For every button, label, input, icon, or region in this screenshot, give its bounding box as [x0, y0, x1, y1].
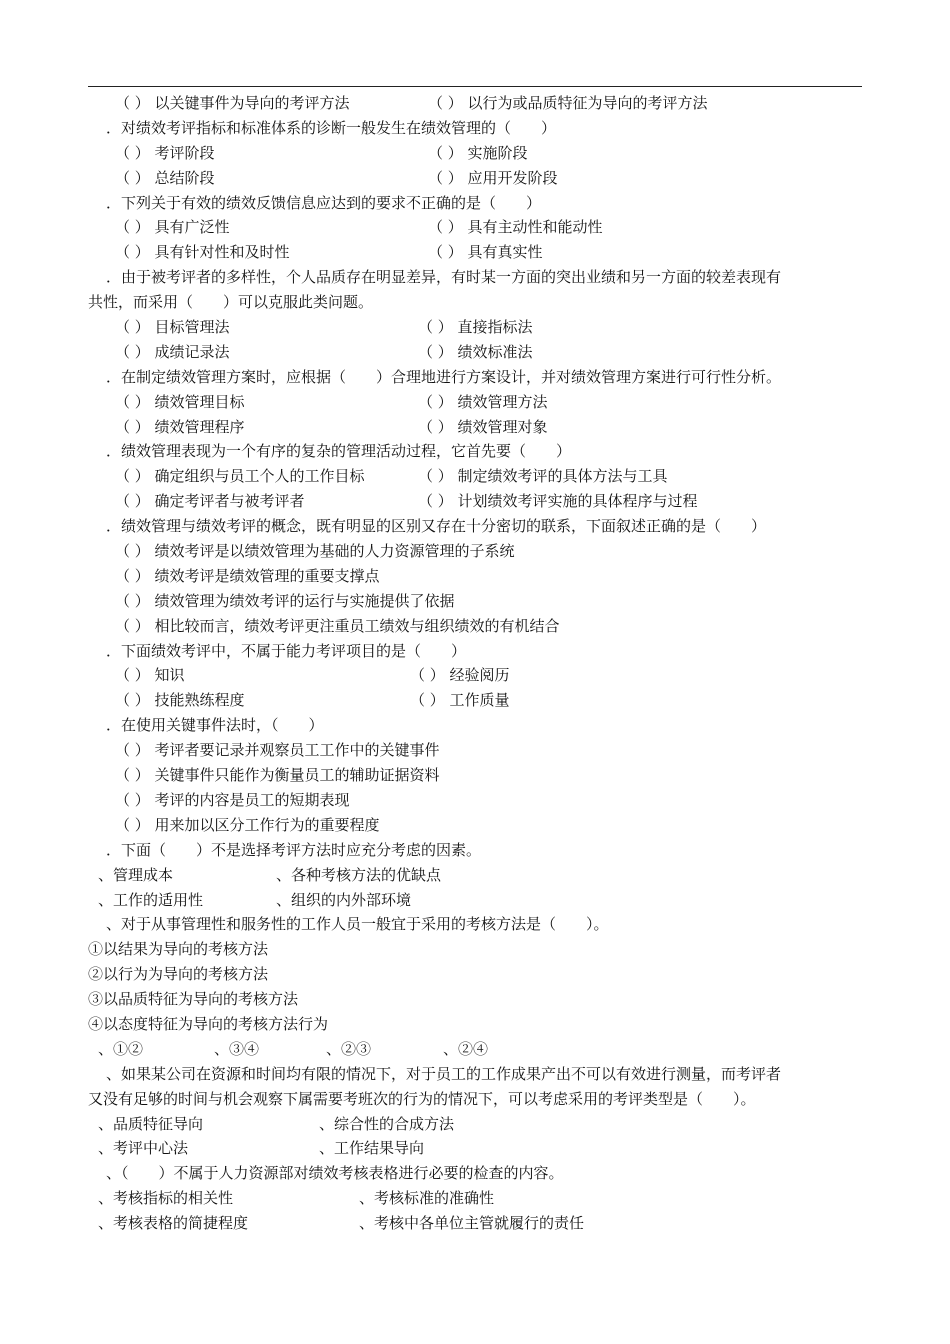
option: 、①② — [98, 1039, 144, 1058]
option-row — [88, 340, 862, 365]
option: 、考核表格的简捷程度 — [98, 1214, 249, 1233]
option: （ ） 总结阶段 — [115, 168, 215, 187]
option-row — [88, 489, 862, 514]
option: 、各种考核方法的优缺点 — [276, 865, 442, 884]
option: （ ） 绩效管理为绩效考评的运行与实施提供了依据 — [115, 591, 455, 610]
question: 、对于从事管理性和服务性的工作人员一般宜于采用的考核方法是（ ）。 — [106, 915, 609, 934]
option: （ ） 绩效标准法 — [418, 342, 533, 361]
option: （ ） 具有针对性和及时性 — [115, 243, 290, 262]
option: （ ） 制定绩效考评的具体方法与工具 — [418, 467, 668, 486]
option: （ ） 直接指标法 — [418, 318, 533, 337]
option: 、组织的内外部环境 — [276, 890, 412, 909]
question-continuation: 共性，而采用（ ）可以克服此类问题。 — [88, 293, 374, 312]
option: （ ） 绩效管理程序 — [115, 417, 245, 436]
option: 、考核中各单位主管就履行的责任 — [359, 1214, 585, 1233]
option: （ ） 计划绩效考评实施的具体程序与过程 — [418, 492, 698, 511]
option: （ ） 实施阶段 — [428, 143, 528, 162]
option-row — [88, 315, 862, 340]
option: （ ） 以关键事件为导向的考评方法 — [115, 94, 350, 112]
option-row — [88, 1186, 862, 1211]
option: （ ） 考评的内容是员工的短期表现 — [115, 790, 350, 809]
question: ．下面（ ）不是选择考评方法时应充分考虑的因素。 — [106, 840, 482, 859]
option-row — [88, 141, 862, 166]
option: （ ） 关键事件只能作为衡量员工的辅助证据资料 — [115, 766, 440, 785]
statement: ④以态度特征为导向的考核方法行为 — [88, 1014, 329, 1033]
option: （ ） 应用开发阶段 — [428, 168, 558, 187]
option-row — [88, 1112, 862, 1137]
option: （ ） 绩效管理目标 — [115, 392, 245, 411]
option-row — [88, 390, 862, 415]
question: 、如果某公司在资源和时间均有限的情况下，对于员工的工作成果产出不可以有效进行测量，而考评者 — [106, 1064, 782, 1083]
option-row — [88, 1037, 862, 1062]
option: （ ） 具有广泛性 — [115, 218, 230, 237]
header-rule — [88, 86, 862, 87]
option: （ ） 绩效管理对象 — [418, 417, 548, 436]
question-continuation: 又没有足够的时间与机会观察下属需要考班次的行为的情况下，可以考虑采用的考评类型是（ ）。 — [88, 1089, 756, 1108]
option: 、管理成本 — [98, 865, 174, 884]
option: 、②④ — [443, 1039, 489, 1058]
statement: ②以行为为导向的考核方法 — [88, 965, 269, 984]
question: ．下面绩效考评中，不属于能力考评项目的是（ ） — [106, 641, 467, 660]
option-row — [88, 1136, 862, 1161]
question: ．绩效管理表现为一个有序的复杂的管理活动过程，它首先要（ ） — [106, 442, 572, 461]
option-row — [88, 863, 862, 888]
option: 、工作结果导向 — [319, 1139, 425, 1158]
option: （ ） 绩效考评是绩效管理的重要支撑点 — [115, 566, 380, 585]
option: 、③④ — [214, 1039, 260, 1058]
option-row — [88, 166, 862, 191]
option-row — [88, 688, 862, 713]
question: ．在使用关键事件法时，（ ） — [106, 716, 324, 735]
option: （ ） 技能熟练程度 — [115, 691, 245, 710]
option: 、工作的适用性 — [98, 890, 204, 909]
option-row — [88, 415, 862, 440]
option-row — [88, 1211, 862, 1236]
option: （ ） 确定组织与员工个人的工作目标 — [115, 467, 365, 486]
option: （ ） 绩效管理方法 — [418, 392, 548, 411]
question: ．在制定绩效管理方案时，应根据（ ）合理地进行方案设计，并对绩效管理方案进行可行性分析。 — [106, 367, 782, 386]
option-row — [88, 888, 862, 913]
option: 、②③ — [326, 1039, 372, 1058]
option-row — [88, 215, 862, 240]
option: （ ） 以行为或品质特征为导向的考评方法 — [428, 94, 708, 112]
exam-content — [88, 91, 862, 1236]
option: （ ） 具有真实性 — [428, 243, 543, 262]
statement: ①以结果为导向的考核方法 — [88, 940, 269, 959]
question: ．绩效管理与绩效考评的概念，既有明显的区别又存在十分密切的联系，下面叙述正确的是（ ） — [106, 517, 767, 536]
option: （ ） 工作质量 — [410, 691, 510, 710]
option-row — [88, 464, 862, 489]
option: （ ） 相比较而言，绩效考评更注重员工绩效与组织绩效的有机结合 — [115, 616, 560, 635]
option-row — [88, 240, 862, 265]
option: （ ） 经验阅历 — [410, 666, 510, 685]
option: （ ） 绩效考评是以绩效管理为基础的人力资源管理的子系统 — [115, 542, 515, 561]
statement: ③以品质特征为导向的考核方法 — [88, 990, 299, 1009]
option-row — [88, 663, 862, 688]
option: （ ） 具有主动性和能动性 — [428, 218, 603, 237]
option-row — [88, 91, 862, 116]
option: 、考评中心法 — [98, 1139, 189, 1158]
option: （ ） 目标管理法 — [115, 318, 230, 337]
question: ．由于被考评者的多样性，个人品质存在明显差异，有时某一方面的突出业绩和另一方面的较差表现有 — [106, 268, 782, 287]
option: （ ） 考评者要记录并观察员工工作中的关键事件 — [115, 741, 440, 760]
option: 、考核标准的准确性 — [359, 1189, 495, 1208]
option: （ ） 成绩记录法 — [115, 342, 230, 361]
option: 、考核指标的相关性 — [98, 1189, 234, 1208]
option: 、综合性的合成方法 — [319, 1114, 455, 1133]
option: （ ） 用来加以区分工作行为的重要程度 — [115, 815, 380, 834]
option: （ ） 考评阶段 — [115, 143, 215, 162]
question: 、（ ）不属于人力资源部对绩效考核表格进行必要的检查的内容。 — [106, 1164, 564, 1183]
option: （ ） 知识 — [115, 666, 185, 685]
question: ．对绩效考评指标和标准体系的诊断一般发生在绩效管理的（ ） — [106, 118, 557, 137]
option: 、品质特征导向 — [98, 1114, 204, 1133]
option: （ ） 确定考评者与被考评者 — [115, 492, 305, 511]
question: ．下列关于有效的绩效反馈信息应达到的要求不正确的是（ ） — [106, 193, 542, 212]
